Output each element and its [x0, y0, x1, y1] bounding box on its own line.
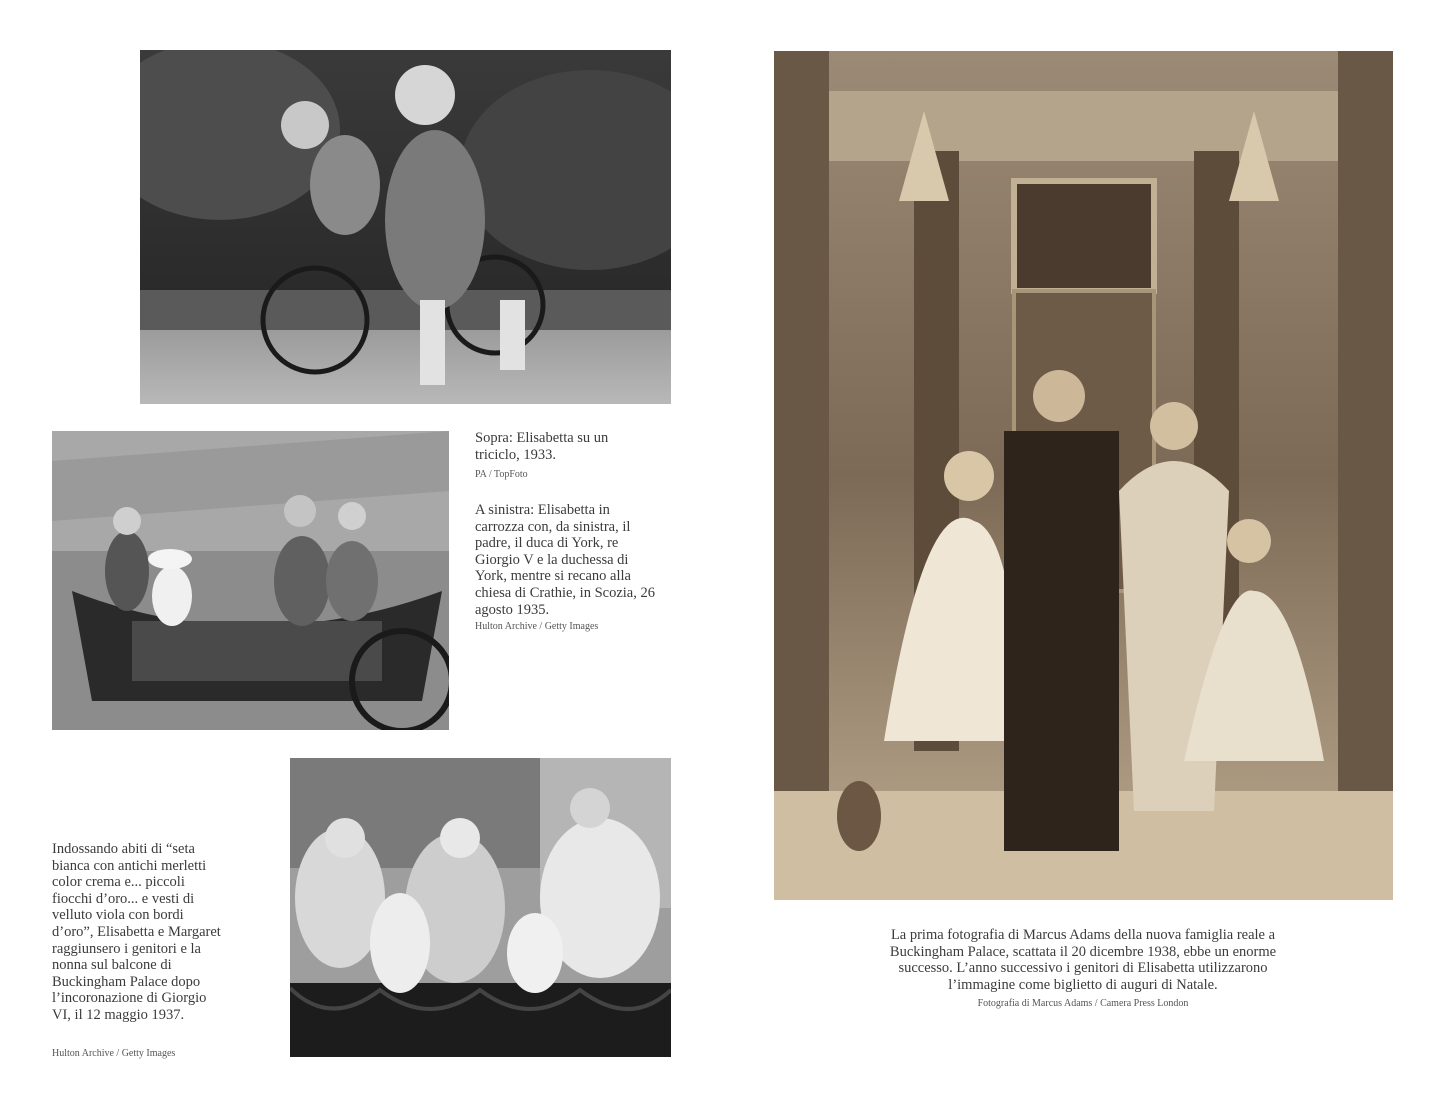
photo-carriage — [52, 431, 449, 730]
credit-balcony: Hulton Archive / Getty Images — [52, 1048, 176, 1059]
caption-carriage — [475, 502, 655, 618]
photo-family — [774, 51, 1393, 900]
caption-family-text: La prima fotografia di Marcus Adams della nuova famiglia reale a Buckingham Palace, scattata il 20 dicembre 1938, ebbe un enorme successo. L’anno successivo i genitori di Elisabetta utilizzarono l’immagine come biglietto di auguri di Natale. — [889, 927, 1277, 993]
photo-tricycle — [140, 50, 671, 404]
caption-tricycle-text: Sopra: Elisabetta su un triciclo, 1933. — [475, 430, 609, 463]
caption-carriage-text: A sinistra: Elisabetta in carrozza con, da sinistra, il padre, il duca di York, re Giorgio V e la duchessa di York, mentre si recano alla chiesa di Crathie, in Scozia, 26 agosto 1935. — [475, 502, 655, 618]
credit-family: Fotografia di Marcus Adams / Camera Press London — [977, 998, 1189, 1009]
caption-balcony — [52, 841, 222, 1024]
photo-balcony — [290, 758, 671, 1057]
caption-family — [880, 927, 1286, 993]
credit-carriage: Hulton Archive / Getty Images — [475, 621, 599, 632]
caption-tricycle — [475, 430, 645, 463]
credit-tricycle: PA / TopFoto — [475, 469, 528, 480]
caption-balcony-text: Indossando abiti di “seta bianca con antichi merletti color crema e... piccoli fiocchi d’oro... e vesti di velluto viola con bordi d’oro”, Elisabetta e Margaret raggiunsero i genitori e la nonna sul balcone di Buckingham Palace dopo l’incoronazione di Giorgio VI, il 12 maggio 1937. — [52, 841, 221, 1023]
